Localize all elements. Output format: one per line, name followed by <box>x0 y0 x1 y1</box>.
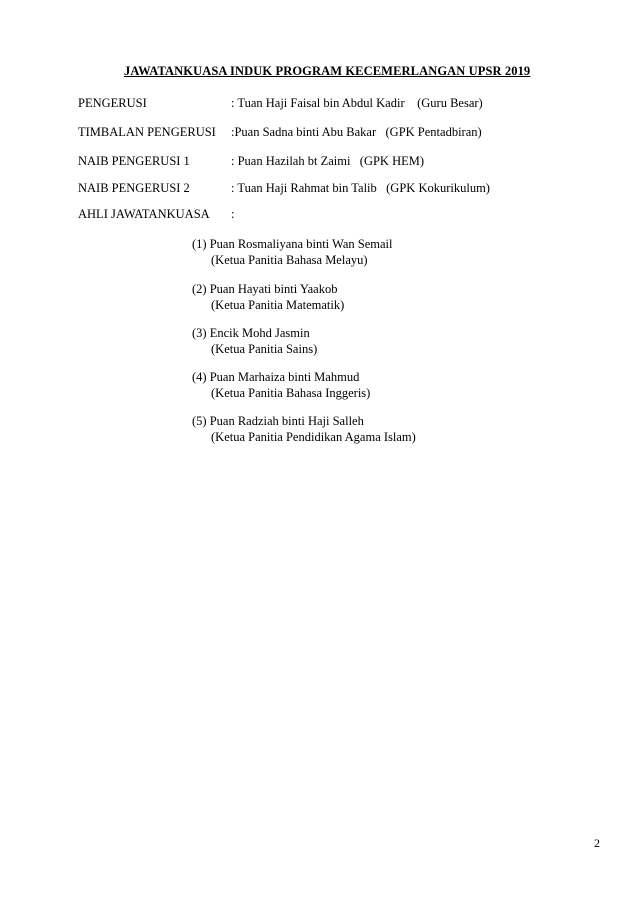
position-label: NAIB PENGERUSI 1 <box>78 154 190 168</box>
position-value: : Tuan Haji Rahmat bin Talib (GPK Kokurikulum) <box>231 181 490 195</box>
document-title: JAWATANKUASA INDUK PROGRAM KECEMERLANGAN UPSR 2019 <box>124 64 531 78</box>
position-row-pengerusi <box>78 96 483 111</box>
position-row-ahli-jawatankuasa <box>78 207 234 222</box>
position-value: : <box>231 207 235 221</box>
position-label: AHLI JAWATANKUASA <box>78 207 210 221</box>
position-row-naib-pengerusi-2 <box>78 181 490 196</box>
committee-member-5 <box>192 413 416 445</box>
member-role: (Ketua Panitia Sains) <box>211 342 318 356</box>
member-name: (2) Puan Hayati binti Yaakob <box>192 282 338 296</box>
member-role: (Ketua Panitia Pendidikan Agama Islam) <box>211 430 416 444</box>
position-label: TIMBALAN PENGERUSI <box>78 125 216 139</box>
member-name: (4) Puan Marhaiza binti Mahmud <box>192 370 360 384</box>
committee-member-3 <box>192 325 317 357</box>
committee-member-4 <box>192 369 370 401</box>
position-row-naib-pengerusi-1 <box>78 154 424 169</box>
position-label: PENGERUSI <box>78 96 147 110</box>
position-value: : Puan Hazilah bt Zaimi (GPK HEM) <box>231 154 425 168</box>
member-name: (1) Puan Rosmaliyana binti Wan Semail <box>192 237 393 251</box>
position-value: :Puan Sadna binti Abu Bakar (GPK Pentadbiran) <box>231 125 482 139</box>
member-name: (5) Puan Radziah binti Haji Salleh <box>192 414 364 428</box>
member-role: (Ketua Panitia Bahasa Inggeris) <box>211 386 371 400</box>
position-value: : Tuan Haji Faisal bin Abdul Kadir (Guru Besar) <box>231 96 483 110</box>
member-name: (3) Encik Mohd Jasmin <box>192 326 310 340</box>
page-number: 2 <box>594 836 600 850</box>
committee-member-1 <box>192 236 392 268</box>
committee-member-2 <box>192 281 344 313</box>
position-row-timbalan-pengerusi <box>78 125 482 140</box>
member-role: (Ketua Panitia Bahasa Melayu) <box>211 253 368 267</box>
position-label: NAIB PENGERUSI 2 <box>78 181 190 195</box>
member-role: (Ketua Panitia Matematik) <box>211 298 345 312</box>
